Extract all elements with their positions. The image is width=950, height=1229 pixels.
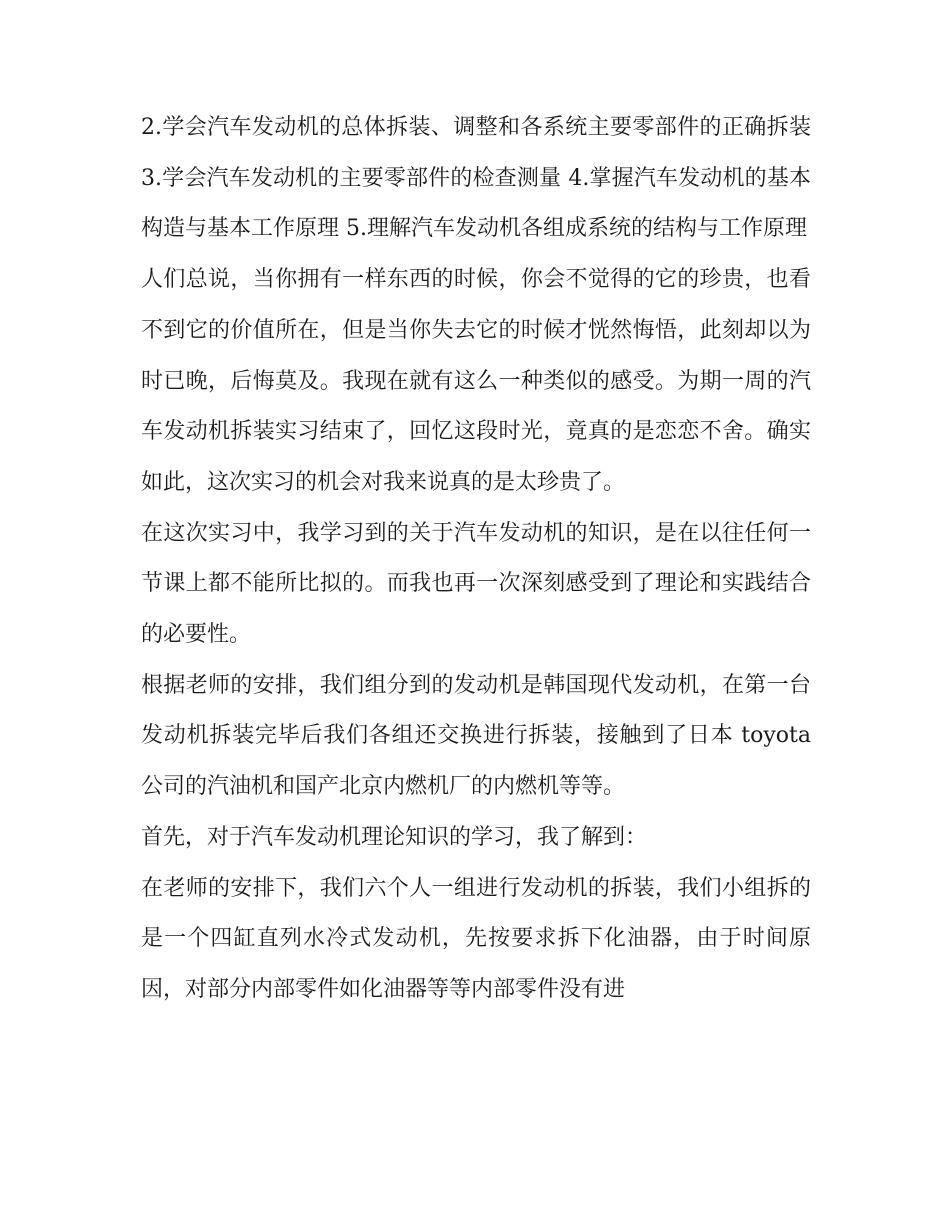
paragraph-disassembly: 在老师的安排下，我们六个人一组进行发动机的拆装，我们小组拆的是一个四缸直列水冷式发动机，先按要求拆下化油器，由于时间原因，对部分内部零件如化油器等等内部零件没有进: [141, 875, 811, 1002]
paragraph-reflection: 人们总说，当你拥有一样东西的时候，你会不觉得的它的珍贵，也看不到它的价值所在，但是当你失去它的时候才恍然悔悟，此刻却以为时已晚，后悔莫及。我现在就有这么一种类似的感受。为期一周的汽车发动机拆装实习结束了，回忆这段时光，竟真的是恋恋不舍。确实如此，这次实习的机会对我来说真的是太珍贵了。: [141, 267, 811, 495]
paragraph-theory-intro: 首先，对于汽车发动机理论知识的学习，我了解到：: [141, 824, 648, 850]
paragraph-knowledge: 在这次实习中，我学习到的关于汽车发动机的知识，是在以往任何一节课上都不能所比拟的。而我也再一次深刻感受到了理论和实践结合的必要性。: [141, 520, 811, 648]
paragraph-objectives: 2.学会汽车发动机的总体拆装、调整和各系统主要零部件的正确拆装 3.学会汽车发动机的主要零部件的检查测量 4.掌握汽车发动机的基本构造与基本工作原理 5.理解汽车发动机各组成系统的结构与工作原理: [141, 115, 811, 242]
paragraph-arrangement: 根据老师的安排，我们组分到的发动机是韩国现代发动机，在第一台发动机拆装完毕后我们各组还交换进行拆装，接触到了日本 toyota 公司的汽油机和国产北京内燃机厂的内燃机等等。: [141, 672, 811, 800]
document-body: [141, 103, 811, 1016]
